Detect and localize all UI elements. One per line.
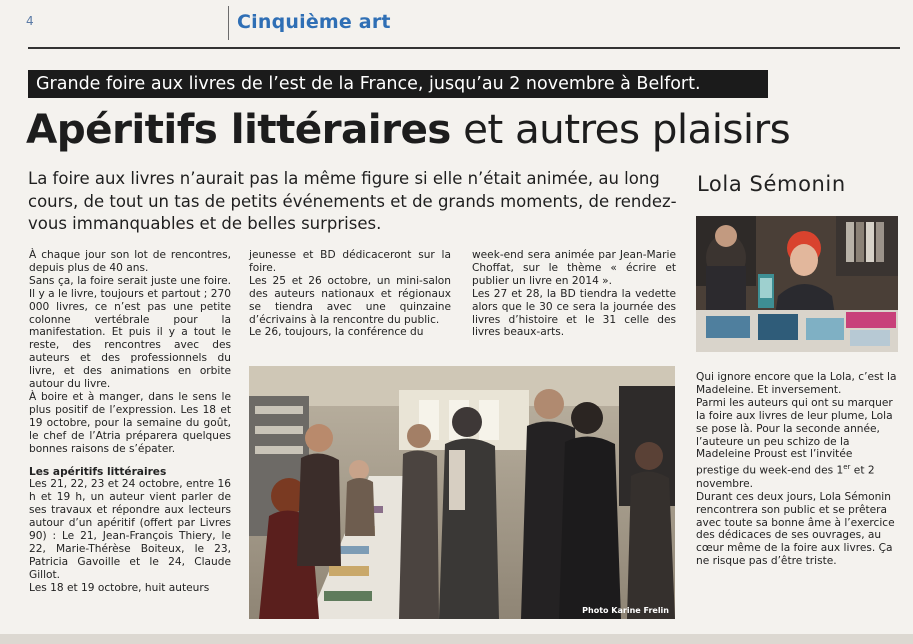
paragraph: Les 18 et 19 octobre, huit auteurs (29, 581, 210, 594)
ordinal-suffix: er (843, 463, 851, 472)
paragraph (696, 397, 898, 491)
bottom-strip (0, 634, 913, 644)
headline-bold: Apéritifs littéraires (26, 105, 451, 153)
paragraph: À chaque jour son lot de rencontres, depuis plus de 40 ans. (29, 249, 231, 274)
paragraph: Sans ça, la foire serait juste une foire. Il y a le livre, toujours et partout ; 270 000 livres, ce n’est pas une petite colonne vertébrale pour la manifestation. Et puis il y a tout le reste, des rencontres avec des auteurs et des professionnels du livre, et des animations en orbite autour du livre. (29, 274, 231, 391)
paragraph: Les 25 et 26 octobre, un mini-salon des auteurs nationaux et régionaux se tiendra avec une quinzaine d’écrivains à la rencontre du public. (249, 274, 451, 326)
author-photo-illustration (696, 216, 898, 352)
section-title: Cinquième art (237, 11, 391, 33)
paragraph: À boire et à manger, dans le sens le plus positif de l’expression. Les 18 et 19 octobre, pour la semaine du goût, le chef de l’Atria préparera quelques bonnes raisons de s’épater. (29, 390, 231, 455)
paragraph: jeunesse et BD dédicaceront sur la foire. (249, 249, 451, 274)
paragraph-text: et 2 novembre. (696, 464, 875, 490)
photo-credit: Photo Karine Frelin (582, 606, 669, 615)
sidebar-title: Lola Sémonin (697, 172, 846, 196)
paragraph: Le 26, toujours, la conférence du (249, 326, 424, 339)
text-column-3 (472, 249, 676, 339)
page-number: 4 (26, 14, 34, 28)
text-column-1 (29, 249, 231, 595)
paragraph: Les 27 et 28, la BD tiendra la vedette alors que le 30 ce sera la journée des livres d’histoire et le 31 celle des livres beaux-arts. (472, 287, 676, 339)
fair-photo-illustration (249, 366, 675, 619)
headline-rest: et autres plaisirs (450, 105, 791, 153)
author-photo (696, 216, 898, 352)
header-rule (28, 47, 900, 49)
paragraph-text: Parmi les auteurs qui ont su marquer la foire aux livres de leur plume, Lola se pose là. Pour la seconde année, l’auteure un peu schizo de la Madeleine Proust est l’invitée prestige du week-end des 1 (696, 396, 893, 477)
paragraph: Durant ces deux jours, Lola Sémonin rencontrera son public et se prêtera avec toute sa bonne âme à l’exercice des dédicaces de ses ouvrages, au cœur même de la foire aux livres. Ça ne risque pas d’être triste. (696, 490, 895, 568)
article-headline (26, 101, 790, 157)
subheading: Les apéritifs littéraires (29, 465, 167, 478)
fair-photo (249, 366, 675, 619)
header-divider (228, 6, 229, 40)
text-column-2 (249, 249, 451, 339)
article-chapo: La foire aux livres n’aurait pas la même figure si elle n’était animée, au long cours, de tout un tas de petits événements et de grands moments, de rendez-vous immanquables et de belles surprises. (28, 169, 677, 233)
paragraph: Les 21, 22, 23 et 24 octobre, entre 16 h et 19 h, un auteur vient parler de ses travaux et répondre aux lecteurs autour d’un apéritif (offert par Livres 90) : Le 21, Jean-François Thiery, le 22, Marie-Thérèse Boiteux, le 23, Patricia Gavoille et le 24, Claude Gillot. (29, 478, 231, 581)
sidebar-column (696, 371, 898, 568)
article-kicker: Grande foire aux livres de l’est de la France, jusqu’au 2 novembre à Belfort. (28, 70, 768, 98)
paragraph: Qui ignore encore que la Lola, c’est la Madeleine. Et inversement. (696, 371, 897, 396)
paragraph: week-end sera animée par Jean-Marie Choffat, sur le thème « écrire et publier un livre en 2014 ». (472, 249, 676, 287)
